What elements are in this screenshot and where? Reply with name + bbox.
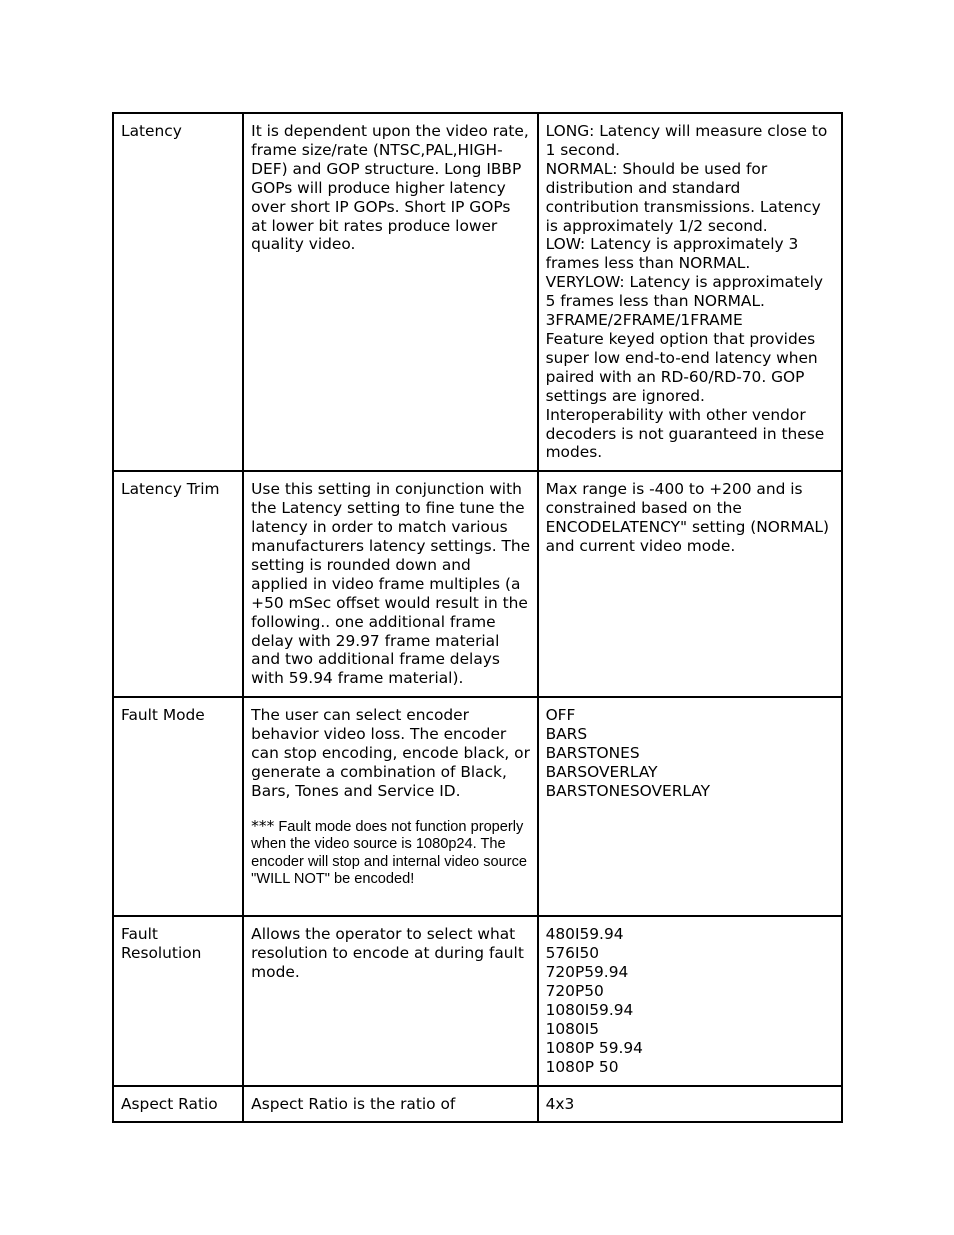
setting-values-cell: [538, 916, 842, 1085]
table-row: [113, 1086, 842, 1123]
setting-value: BARSOVERLAY: [545, 763, 658, 782]
setting-value: 1080I5: [545, 1019, 600, 1038]
setting-value: Interoperability with other vendor decoders is not guaranteed in these modes.: [545, 405, 830, 462]
setting-value: LONG: Latency will measure close to 1 second.: [545, 122, 833, 159]
setting-name-cell: [113, 113, 243, 471]
setting-description: Use this setting in conjunction with the Latency setting to fine tune the latency in order to match various manufacturers latency settings. The setting is rounded down and applied in video frame multiples (a +50 mSec offset would result in the following.. one additional frame delay with 29.97 frame material and two additional frame delays with 59.94 frame material).: [251, 480, 531, 688]
setting-values-cell: [538, 697, 842, 916]
setting-value: 1080I59.94: [545, 1000, 634, 1019]
table-row: [113, 471, 842, 697]
setting-value: VERYLOW: Latency is approximately 5 frames less than NORMAL.: [545, 273, 828, 311]
setting-name-cell: [113, 697, 243, 916]
table-row: [113, 697, 842, 916]
setting-value: 1080P 50: [545, 1057, 619, 1076]
setting-name-cell: [113, 1086, 243, 1123]
note-stars: ***: [251, 816, 275, 835]
setting-name: Aspect Ratio: [121, 1094, 218, 1113]
setting-value: LOW: Latency is approximately 3 frames less than NORMAL.: [545, 235, 804, 273]
setting-description-cell: [243, 471, 537, 697]
setting-value: OFF: [545, 706, 576, 725]
setting-description-cell: [243, 113, 537, 471]
setting-name: Latency Trim: [121, 480, 220, 499]
setting-value: 4x3: [545, 1094, 575, 1113]
setting-name: Latency: [121, 122, 182, 140]
setting-value: 576I50: [545, 944, 600, 963]
setting-description: It is dependent upon the video rate, frame size/rate (NTSC,PAL,HIGH-DEF) and GOP structure. Long IBBP GOPs will produce higher latency over short IP GOPs. Short IP GOPs at lower bit rates produce lower quality video.: [251, 122, 529, 254]
setting-description-cell: [243, 1086, 537, 1123]
setting-value: BARSTONES: [545, 744, 640, 763]
setting-value: 480I59.94: [545, 925, 624, 944]
setting-value: Feature keyed option that provides super low end-to-end latency when paired with an RD-60/RD-70. GOP settings are ignored.: [545, 329, 823, 405]
setting-value: BARSTONESOVERLAY: [545, 781, 711, 800]
setting-values-cell: [538, 1086, 842, 1123]
setting-value: 720P59.94: [545, 963, 629, 982]
setting-name-cell: [113, 916, 243, 1085]
setting-description: Aspect Ratio is the ratio of: [251, 1094, 456, 1113]
setting-description: Allows the operator to select what resolution to encode at during fault mode.: [251, 925, 524, 982]
setting-value: BARS: [545, 725, 588, 744]
setting-values-cell: [538, 113, 842, 471]
table-row: [113, 916, 842, 1085]
table-row: [113, 113, 842, 471]
setting-description-cell: [243, 916, 537, 1085]
setting-value: Max range is -400 to +200 and is constrained based on the ENCODELATENCY" setting (NORMAL) and current video mode.: [545, 480, 834, 556]
setting-description-cell: [243, 697, 537, 916]
setting-name: Fault Resolution: [121, 925, 202, 963]
setting-values-cell: [538, 471, 842, 697]
setting-description: The user can select encoder behavior video loss. The encoder can stop encoding, encode black, or generate a combination of Black, Bars, Tones and Service ID.: [251, 706, 530, 800]
fault-mode-note: [251, 818, 530, 889]
settings-table: [112, 112, 843, 1123]
setting-name-cell: [113, 471, 243, 697]
setting-value: 1080P 59.94: [545, 1038, 643, 1057]
setting-value: 3FRAME/2FRAME/1FRAME: [545, 311, 743, 330]
setting-value: 720P50: [545, 982, 604, 1001]
setting-value: NORMAL: Should be used for distribution and standard contribution transmissions. Latency is approximately 1/2 second.: [545, 159, 826, 235]
note-text: Fault mode does not function properly when the video source is 1080p24. The encoder will stop and internal video source "WILL NOT" be encoded!: [251, 818, 527, 888]
setting-name: Fault Mode: [121, 706, 205, 725]
